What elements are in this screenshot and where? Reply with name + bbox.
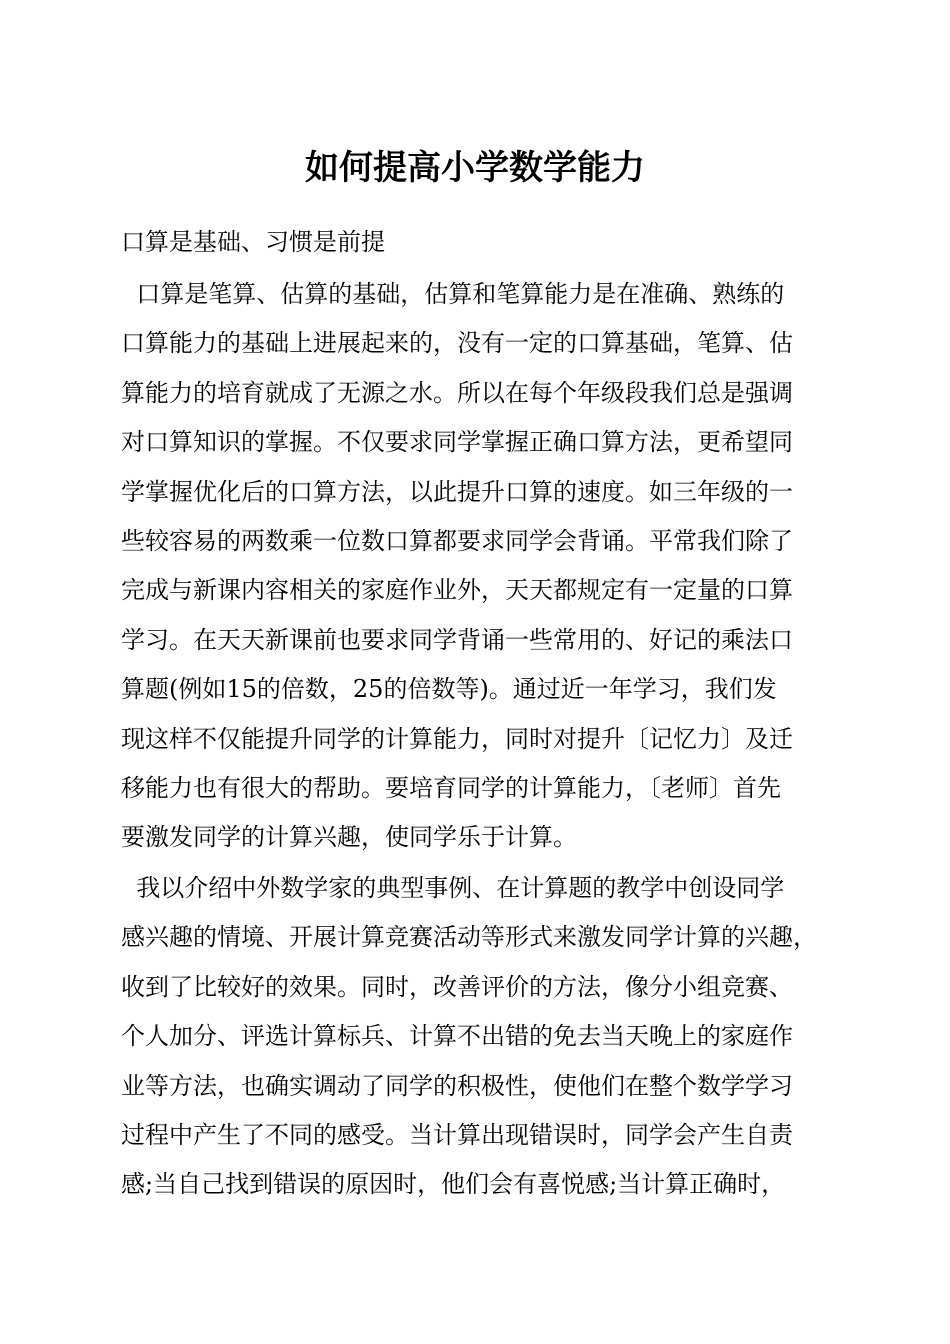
text-line: 口算是笔算、估算的基础，估算和笔算能力是在准确、熟练的 xyxy=(121,280,785,308)
text-line: 个人加分、评选计算标兵、计算不出错的免去当天晚上的家庭作 xyxy=(121,1022,793,1051)
text-line: 感兴趣的情境、开展计算竞赛活动等形式来激发同学计算的兴趣， xyxy=(121,923,817,952)
text-line: 学掌握优化后的口算方法，以此提升口算的速度。如三年级的一 xyxy=(121,477,793,506)
text-line: 算题(例如15的倍数，25的倍数等)。通过近一年学习，我们发 xyxy=(121,675,777,704)
text-line: 感;当自己找到错误的原因时，他们会有喜悦感;当计算正确时， xyxy=(121,1170,786,1199)
text-line: 过程中产生了不同的感受。当计算出现错误时，同学会产生自责 xyxy=(121,1120,793,1149)
text-line: 些较容易的两数乘一位数口算都要求同学会背诵。平常我们除了 xyxy=(121,526,793,555)
text-line: 完成与新课内容相关的家庭作业外，天天都规定有一定量的口算 xyxy=(121,576,793,605)
text-line: 对口算知识的掌握。不仅要求同学掌握正确口算方法，更希望同 xyxy=(121,428,793,457)
text-line: 业等方法，也确实调动了同学的积极性，使他们在整个数学学习 xyxy=(121,1071,793,1100)
paragraph-2 xyxy=(121,864,841,1210)
text-line: 要激发同学的计算兴趣，使同学乐于计算。 xyxy=(121,823,577,852)
document-title: 如何提高小学数学能力 xyxy=(305,148,645,188)
text-line: 我以介绍中外数学家的典型事例、在计算题的教学中创设同学 xyxy=(121,874,785,902)
section-heading: 口算是基础、习惯是前提 xyxy=(121,228,385,256)
text-line: 现这样不仅能提升同学的计算能力，同时对提升〔记忆力〕及迁 xyxy=(121,724,793,753)
text-line: 算能力的培育就成了无源之水。所以在每个年级段我们总是强调 xyxy=(121,378,793,407)
text-line: 口算能力的基础上进展起来的，没有一定的口算基础，笔算、估 xyxy=(121,329,793,358)
text-line: 移能力也有很大的帮助。要培育同学的计算能力，〔老师〕首先 xyxy=(121,773,781,802)
paragraph-1 xyxy=(121,270,841,863)
text-line: 学习。在天天新课前也要求同学背诵一些常用的、好记的乘法口 xyxy=(121,625,793,654)
text-line: 收到了比较好的效果。同时，改善评价的方法，像分小组竞赛、 xyxy=(121,972,793,1001)
